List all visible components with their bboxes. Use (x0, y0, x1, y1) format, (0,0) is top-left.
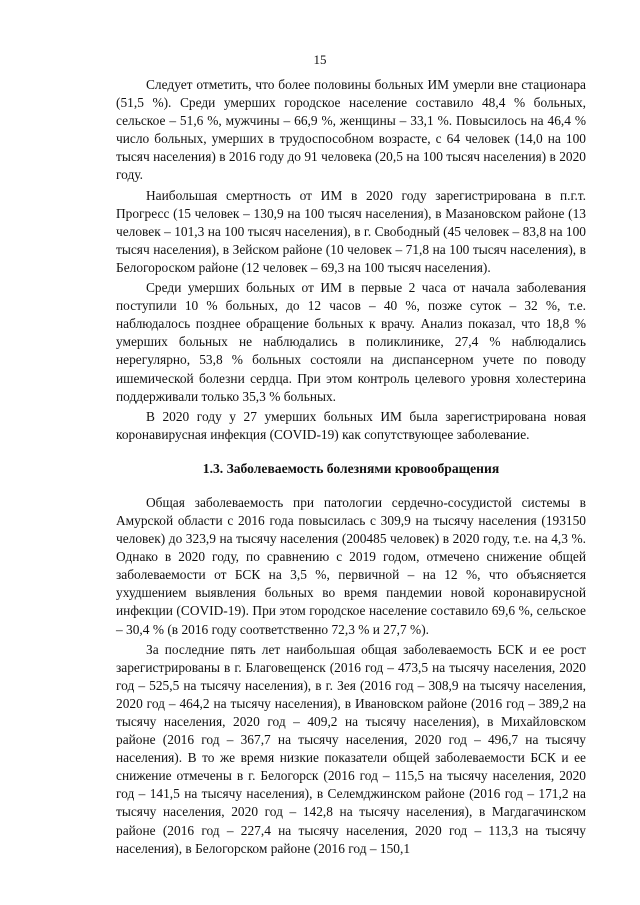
paragraph-regional-incidence: За последние пять лет наибольшая общая заболеваемость БСК и ее рост зарегистрированы в г. Благовещенск (2016 год – 473,5 на тысячу населения, 2020 год – 525,5 на тысячу населения), в г. Зея (2016 год – 308,9 на тысячу населения, 2020 год – 464,2 на тысячу населения), в Ивановском районе (2016 год – 389,2 на тысячу населения, 2020 год – 409,2 на тысячу населения), в Михайловском районе (2016 год – 367,7 на тысячу населения, 2020 год – 496,7 на тысячу населения). В то же время низкие показатели общей заболеваемости БСК и ее снижение отмечены в г. Белогорск (2016 год – 115,5 на тысячу населения, 2020 год – 141,5 на тысячу населения), в Селемджинском районе (2016 год – 171,2 на тысячу населения, 2020 год – 142,8 на тысячу населения), в Магдагачинском районе (2016 год – 227,4 на тысячу населения, 2020 год – 113,3 на тысячу населения), в Белогорском районе (2016 год – 150,1 (116, 641, 586, 856)
section-heading: 1.3. Заболеваемость болезнями кровообращения (202, 460, 500, 476)
document-body (116, 76, 586, 858)
paragraph-admission-timing: Среди умерших больных от ИМ в первые 2 часа от начала заболевания поступили 10 % больных, до 12 часов – 40 %, позже суток – 32 %, т.е. наблюдалось позднее обращение больных к врачу. Анализ показал, что 18,8 % умерших больных не наблюдались в поликлинике, 27,4 % наблюдались нерегулярно, 53,8 % больных состояли на диспансерном учете по поводу ишемической болезни сердца. При этом контроль целевого уровня холестерина поддерживали только 35,3 % больных. (116, 280, 586, 404)
paragraph-covid-comorbidity: В 2020 году у 27 умерших больных ИМ была зарегистрирована новая коронавирусная инфекция (COVID-19) как сопутствующее заболевание. (116, 408, 586, 442)
paragraph-overall-incidence: Общая заболеваемость при патологии сердечно-сосудистой системы в Амурской области с 2016 года повысилась с 309,9 на тысячу населения (193150 человек) до 323,9 на тысячу населения (200485 человек) в 2020 году, т.е. на 4,3 %. Однако в 2020 году, по сравнению с 2019 годом, отмечено снижение общей заболеваемости от БСК на 3,5 %, первичной – на 12 %, что объясняется ухудшением выявления больных во время пандемии новой коронавирусной инфекции (COVID-19). При этом городское население составило 69,6 %, сельское – 30,4 % (в 2016 году соответственно 72,3 % и 27,7 %). (116, 494, 586, 637)
paragraph-highest-mortality: Наибольшая смертность от ИМ в 2020 году зарегистрирована в п.г.т. Прогресс (15 человек – 130,9 на 100 тысяч населения), в Мазановском районе (13 человек – 101,3 на 100 тысяч населения), в г. Свободный (45 человек – 83,8 на 100 тысяч населения), в Зейском районе (10 человек – 71,8 на 100 тысяч населения), в Белогороском районе (12 человек – 69,3 на 100 тысяч населения). (116, 187, 586, 275)
paragraph-out-of-hospital-deaths: Следует отметить, что более половины больных ИМ умерли вне стационара (51,5 %). Среди умерших городское население составило 48,4 % больных, сельское – 51,6 %, мужчины – 66,9 %, женщины – 33,1 %. Повысилось на 46,4 % число больных, умерших в трудоспособном возрасте, с 64 человек (14,0 на 100 тысяч населения) в 2016 году до 91 человека (20,5 на 100 тысяч населения) в 2020 году. (116, 77, 586, 183)
page-number: 15 (313, 52, 327, 67)
